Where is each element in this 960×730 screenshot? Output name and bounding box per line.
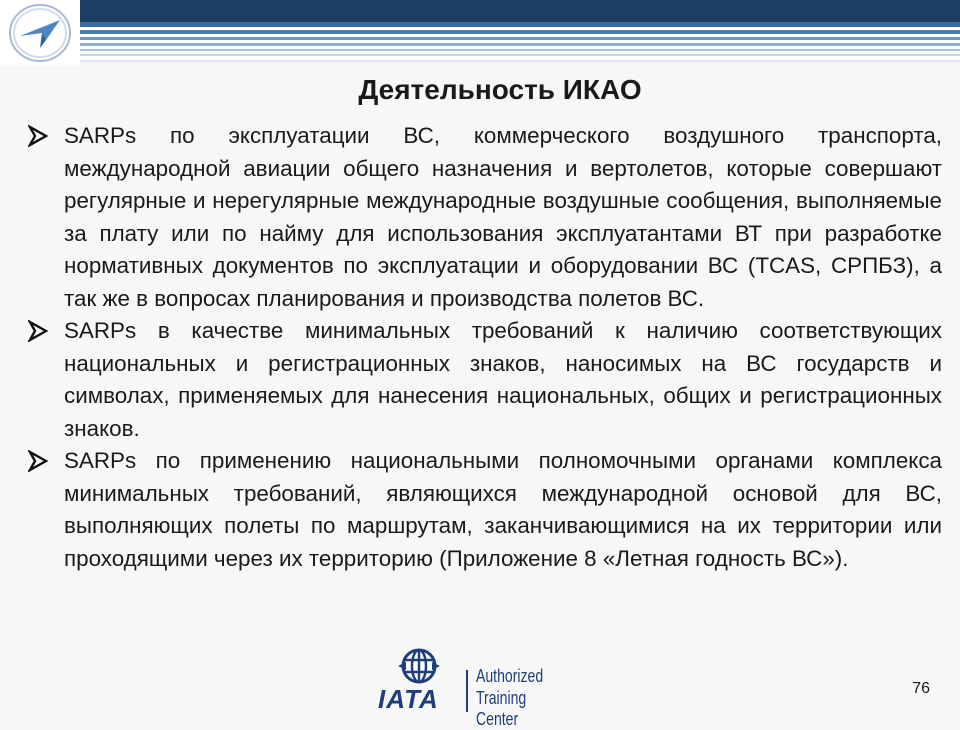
- globe-icon: [398, 648, 440, 684]
- bullet-item-1: [28, 120, 942, 315]
- iata-wordmark: IATA: [378, 684, 439, 714]
- bullet-list: [28, 120, 942, 575]
- plane-logo-icon: [6, 2, 74, 64]
- bullet-text-1: SARPs по эксплуатации ВС, коммерческого воздушного транспорта, международной авиации общего назначения и вертолетов, которые совершают регулярные и нерегулярные международные воздушные сообщения, выполняемые за плату или по найму для использования эксплуатантами ВТ при разработке нормативных документов по эксплуатации и оборудовании ВС (TCAS, СРПБЗ), а так же в вопросах планирования и производства полетов ВС.: [64, 123, 942, 311]
- arrow-bullet-icon: [28, 125, 48, 147]
- arrow-bullet-icon: [28, 450, 48, 472]
- header-logo: [0, 0, 80, 66]
- slide-title: Деятельность ИКАО: [358, 74, 642, 105]
- training-center-label: Training Center: [476, 688, 527, 729]
- authorized-label: Authorized: [476, 666, 544, 686]
- page-number: 76: [912, 680, 930, 697]
- arrow-bullet-icon: [28, 320, 48, 342]
- iata-footer-logo: [374, 648, 574, 729]
- bullet-text-3: SARPs по применению национальными полномочными органами комплекса минимальных требований, являющихся международной основой для ВС, выполняющих полеты по маршрутам, заканчивающимися на их территории или проходящими через их территорию (Приложение 8 «Летная годность ВС»).: [64, 448, 942, 571]
- header-stripes: [0, 0, 960, 66]
- bullet-item-3: [28, 445, 942, 575]
- footer-divider: [466, 670, 468, 712]
- bullet-item-2: [28, 315, 942, 445]
- bullet-text-2: SARPs в качестве минимальных требований к наличию соответствующих национальных и регистрационных знаков, наносимых на ВС государств и символах, применяемых для нанесения национальных, общих и регистрационных знаков.: [64, 318, 942, 441]
